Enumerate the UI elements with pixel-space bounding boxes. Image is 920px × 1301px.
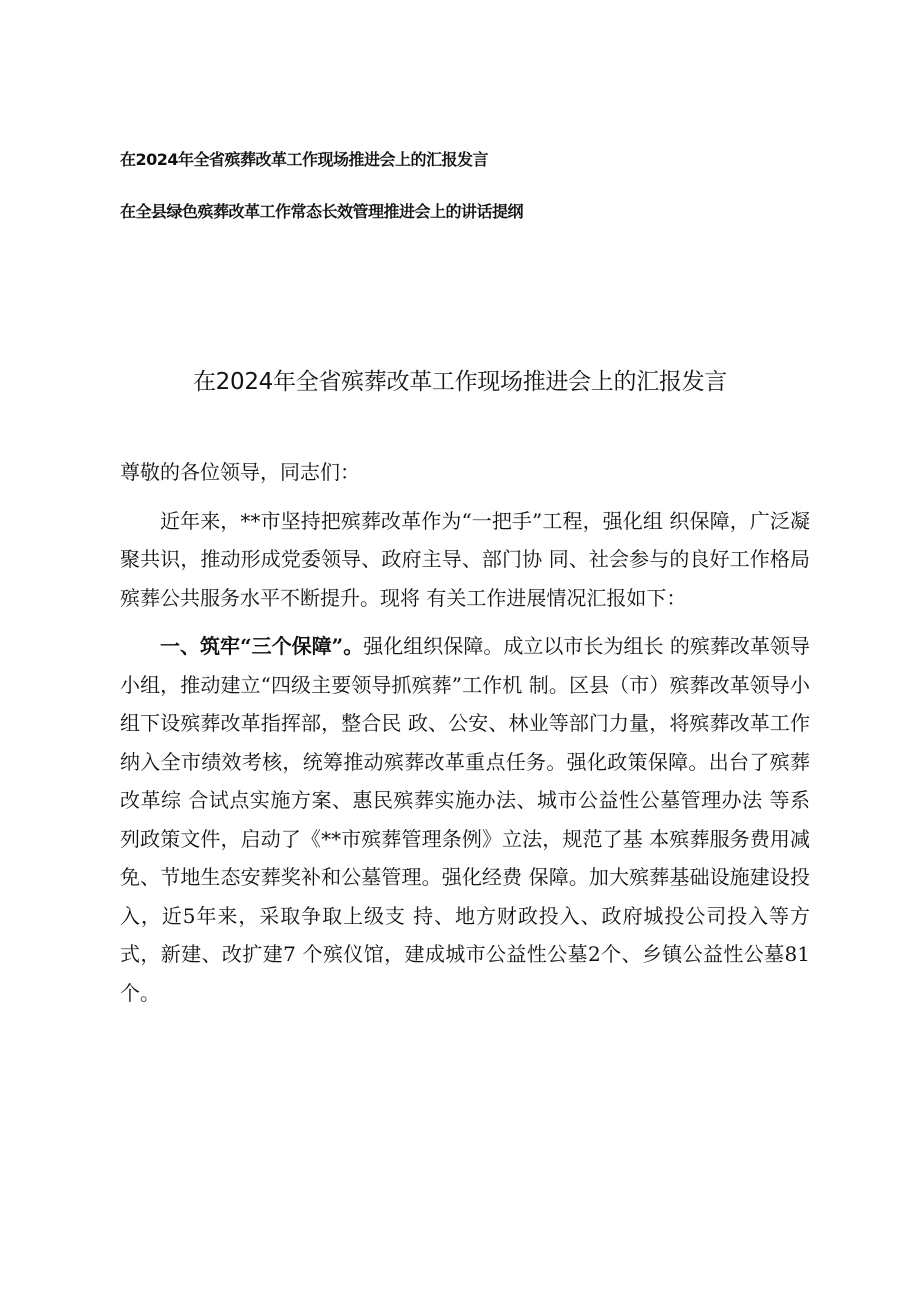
- section-1-heading: 一、筑牢“三个保障”。: [160, 634, 364, 658]
- document-title: 在2024年全省殡葬改革工作现场推进会上的汇报发言: [192, 369, 728, 395]
- toc-item-1: 在2024年全省殡葬改革工作现场推进会上的汇报发言: [120, 150, 489, 169]
- section-1-text: 强化组织保障。成立以市长为组长 的殡葬改革领导小组，推动建立“四级主要领导抓殡葬”工作机 制。区县（市）殡葬改革领导小组下设殡葬改革指挥部，整合民 政、公安、林业等部门力量，将殡葬改革工作纳入全市绩效考核，统筹推动殡葬改革重点任务。强化政策保障。出台了殡葬改革综 合试点实施方案、惠民殡葬实施办法、城市公益性公墓管理办法 等系列政策文件，启动了《**市殡葬管理条例》立法，规范了基 本殡葬服务费用减免、节地生态安葬奖补和公墓管理。强化经费 保障。加大殡葬基础设施建设投入，近5年来，采取争取上级支 持、地方财政投入、政府城投公司投入等方式，新建、改扩建7 个殡仪馆，建成城市公益性公墓2个、乡镇公益性公墓81个。: [120, 634, 810, 1005]
- document-body: [120, 453, 810, 1022]
- toc-item-2: 在全县绿色殡葬改革工作常态长效管理推进会上的讲话提纲: [120, 202, 524, 221]
- salutation: 尊敬的各位领导，同志们：: [120, 460, 360, 484]
- table-of-contents: [120, 150, 820, 222]
- section-1-paragraph: [120, 627, 810, 1012]
- intro-paragraph: 近年来，**市坚持把殡葬改革作为“一把手”工程，强化组 织保障，广泛凝聚共识，推动形成党委领导、政府主导、部门协 同、社会参与的良好工作格局殡葬公共服务水平不断提升。现将 有关工作进展情况汇报如下：: [120, 508, 810, 610]
